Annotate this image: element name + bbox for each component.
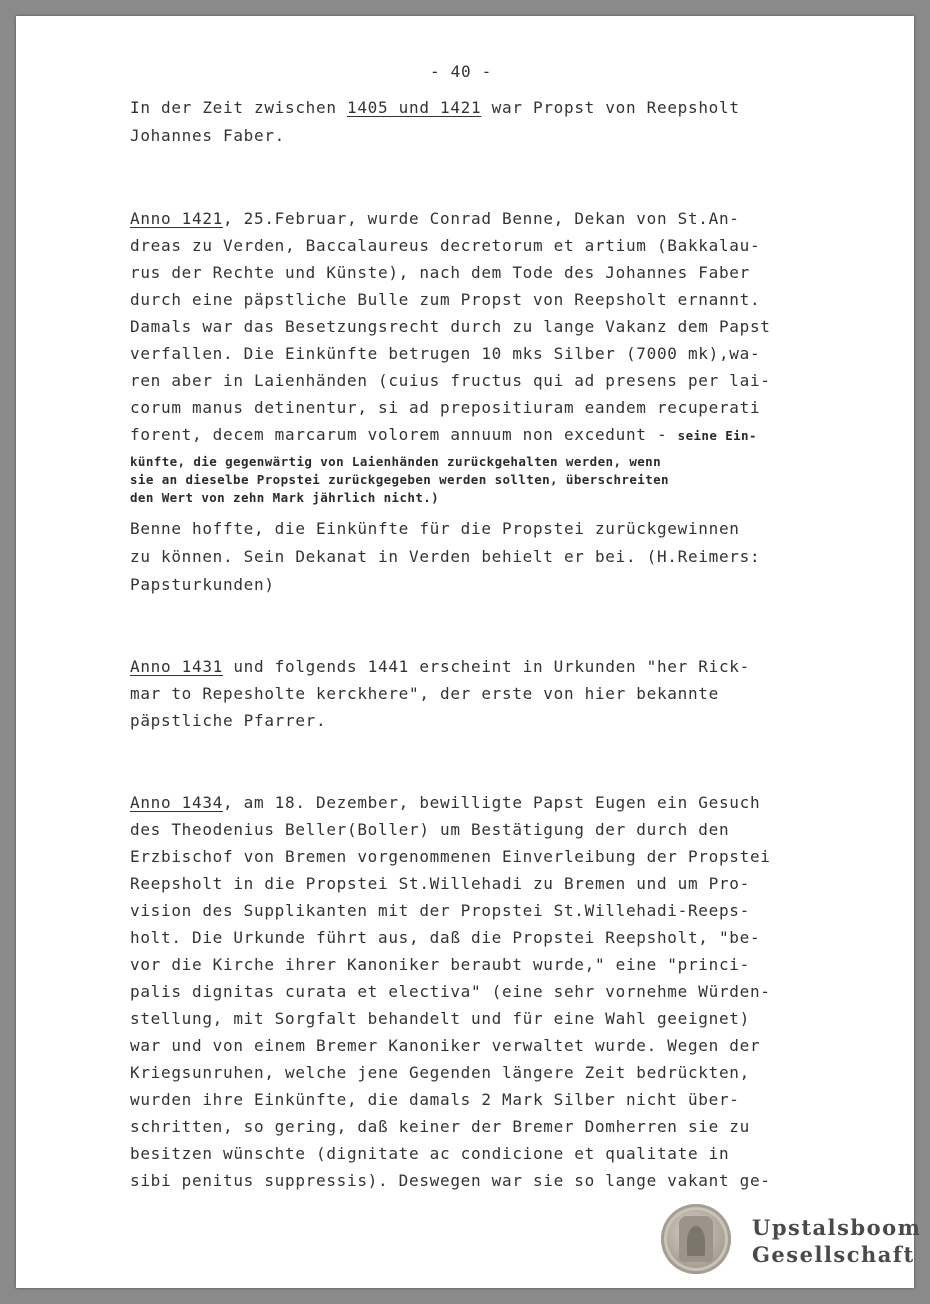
paragraph-3-line: Benne hoffte, die Einkünfte für die Propstei zurückgewinnen [130,519,740,538]
paragraph-2-line1-rest: , 25.Februar, wurde Conrad Benne, Dekan von St.An- [223,209,740,228]
paragraph-4-line1-rest: und folgends 1441 erscheint in Urkunden "her Rick- [223,657,750,676]
paragraph-5-line: vision des Supplikanten mit der Propstei St.Willehadi-Reeps- [130,901,750,920]
paragraph-5-line: schritten, so gering, daß keiner der Bremer Domherren sie zu [130,1117,750,1136]
paragraph-5-line: holt. Die Urkunde führt aus, daß die Propstei Reepsholt, "be- [130,928,761,947]
paragraph-5-line-1 [130,793,760,812]
seal-logo-icon [661,1204,731,1274]
paragraph-1-line-2: Johannes Faber. [130,126,285,145]
paragraph-5-line: war und von einem Bremer Kanoniker verwaltet wurde. Wegen der [130,1036,761,1055]
paragraph-1-line-1 [130,98,740,117]
paragraph-2-line-1 [130,209,740,228]
paragraph-5-line: stellung, mit Sorgfalt behandelt und für eine Wahl geeignet) [130,1009,750,1028]
paragraph-2-translation-line: den Wert von zehn Mark jährlich nicht.) [130,490,440,505]
paragraph-2-line: corum manus detinentur, si ad prepositiuram eandem recuperati [130,398,761,417]
paragraph-2-translation-line: künfte, die gegenwärtig von Laienhänden zurückgehalten werden, wenn [130,454,662,469]
paragraph-2-translation-line: sie an dieselbe Propstei zurückgegeben werden sollten, überschreiten [130,472,669,487]
paragraph-2-line: dreas zu Verden, Baccalaureus decretorum et artium (Bakkalau- [130,236,761,255]
paragraph-2-line: durch eine päpstliche Bulle zum Propst von Reepsholt ernannt. [130,290,761,309]
paragraph-5-line: besitzen wünschte (dignitate ac condicione et qualitate in [130,1144,730,1163]
paragraph-4-anno: Anno 1431 [130,657,223,676]
page-number: - 40 - [430,62,492,81]
paragraph-2-last-small: seine Ein- [677,428,757,443]
paragraph-2-line: Damals war das Besetzungsrecht durch zu lange Vakanz dem Papst [130,317,771,336]
paragraph-2-line: rus der Rechte und Künste), nach dem Tode des Johannes Faber [130,263,750,282]
paragraph-5-line: palis dignitas curata et electiva" (eine sehr vornehme Würden- [130,982,771,1001]
paragraph-2-last-main: forent, decem marcarum volorem annuum non excedunt - [130,425,678,444]
paragraph-5-line: Reepsholt in die Propstei St.Willehadi zu Bremen und um Pro- [130,874,750,893]
paragraph-4-line: päpstliche Pfarrer. [130,711,327,730]
paragraph-1-line1-rest: war Propst von Reepsholt [481,98,740,117]
paragraph-2-line: verfallen. Die Einkünfte betrugen 10 mks Silber (7000 mk),wa- [130,344,761,363]
paragraph-5-line: wurden ihre Einkünfte, die damals 2 Mark Silber nicht über- [130,1090,740,1109]
logo-line-1: Upstalsboom [752,1215,922,1240]
paragraph-5-line: vor die Kirche ihrer Kanoniker beraubt wurde," eine "princi- [130,955,750,974]
paragraph-5-line: sibi penitus suppressis). Deswegen war sie so lange vakant ge- [130,1171,771,1190]
paragraph-3-line: zu können. Sein Dekanat in Verden behielt er bei. (H.Reimers: [130,547,761,566]
paragraph-5-line: Kriegsunruhen, welche jene Gegenden längere Zeit bedrückten, [130,1063,750,1082]
paragraph-4-line-1 [130,657,750,676]
paragraph-4-line: mar to Repesholte kerckhere", der erste von hier bekannte [130,684,719,703]
logo-line-2: Gesellschaft [752,1242,915,1267]
paragraph-2-line: ren aber in Laienhänden (cuius fructus qui ad presens per lai- [130,371,771,390]
paragraph-5-line1-rest: , am 18. Dezember, bewilligte Papst Eugen ein Gesuch [223,793,761,812]
paragraph-2-line-last [130,425,757,444]
paragraph-1-prefix: In der Zeit zwischen [130,98,347,117]
paragraph-2-anno: Anno 1421 [130,209,223,228]
paragraph-3-line: Papsturkunden) [130,575,275,594]
paragraph-5-line: des Theodenius Beller(Boller) um Bestätigung der durch den [130,820,730,839]
paragraph-1-years: 1405 und 1421 [347,98,482,117]
paragraph-5-anno: Anno 1434 [130,793,223,812]
paragraph-5-line: Erzbischof von Bremen vorgenommenen Einverleibung der Propstei [130,847,771,866]
